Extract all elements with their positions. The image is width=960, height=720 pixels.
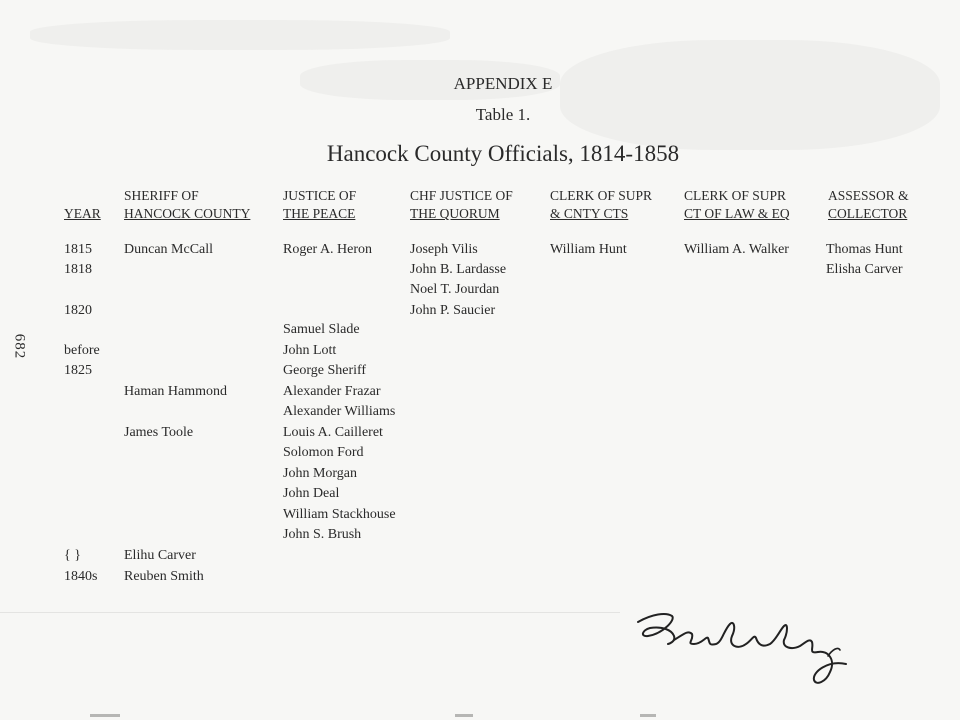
- year-cell: 1815: [64, 242, 92, 257]
- header-clerk-cnty-line2: & CNTY CTS: [550, 206, 629, 221]
- year-cell: before: [64, 343, 100, 358]
- table-number: Table 1.: [475, 105, 531, 124]
- justice-name: Louis A. Cailleret: [283, 425, 383, 440]
- justice-name: William Stackhouse: [283, 507, 396, 522]
- chief-justice-name: Joseph Vilis: [410, 242, 478, 257]
- header-year: YEAR: [64, 206, 101, 221]
- sheriff-name: Reuben Smith: [124, 569, 204, 584]
- justice-name: Alexander Frazar: [283, 384, 381, 399]
- scan-mark: [90, 714, 120, 717]
- header-assessor-line2: COLLECTOR: [828, 206, 908, 221]
- year-cell: 1818: [64, 262, 92, 277]
- clerk-law-name: William A. Walker: [684, 242, 789, 257]
- header-clerk-cnty: [550, 187, 652, 223]
- header-sheriff-line2: HANCOCK COUNTY: [124, 206, 251, 221]
- clerk-cnty-name: William Hunt: [550, 242, 627, 257]
- scan-smudge: [560, 40, 940, 150]
- scan-smudge: [30, 20, 450, 50]
- header-sheriff: [124, 187, 250, 223]
- header-clerk-law-line1: CLERK OF SUPR: [684, 188, 787, 203]
- year-cell: 1840s: [64, 569, 98, 584]
- header-assessor: [828, 187, 909, 223]
- sheriff-name: Elihu Carver: [124, 548, 196, 563]
- chief-justice-name: John B. Lardasse: [410, 262, 507, 277]
- justice-name: John Lott: [283, 343, 337, 358]
- chief-justice-name: John P. Saucier: [410, 303, 496, 318]
- appendix-heading: APPENDIX E: [453, 74, 553, 93]
- sheriff-name: James Toole: [124, 425, 194, 440]
- justice-name: John Morgan: [283, 466, 358, 481]
- sheriff-name: Haman Hammond: [124, 384, 228, 399]
- chief-justice-name: Noel T. Jourdan: [410, 282, 500, 297]
- page-number: 682: [11, 333, 28, 360]
- header-clerk-law: [684, 187, 790, 223]
- header-clerk-law-line2: CT OF LAW & EQ: [684, 206, 790, 221]
- scan-mark: [455, 714, 473, 717]
- justice-name: John Deal: [283, 486, 340, 501]
- sheriff-name: Duncan McCall: [124, 242, 214, 257]
- header-chief-justice: [410, 187, 513, 223]
- year-cell: 1825: [64, 363, 92, 378]
- header-justice-line2: THE PEACE: [283, 206, 356, 221]
- header-clerk-cnty-line1: CLERK OF SUPR: [550, 188, 653, 203]
- table-title: Hancock County Officials, 1814-1858: [326, 141, 680, 166]
- justice-name: George Sheriff: [283, 363, 367, 378]
- header-assessor-line1: ASSESSOR &: [828, 188, 909, 203]
- justice-name: Alexander Williams: [283, 404, 396, 419]
- justice-name: Solomon Ford: [283, 445, 364, 460]
- handwritten-signature: [632, 600, 862, 696]
- justice-name: John S. Brush: [283, 527, 362, 542]
- header-chief-line2: THE QUORUM: [410, 206, 500, 221]
- header-chief-line1: CHF JUSTICE OF: [410, 188, 513, 203]
- header-justice: [283, 187, 356, 223]
- year-cell: 1820: [64, 303, 92, 318]
- year-brace: { }: [64, 548, 81, 563]
- justice-name: Samuel Slade: [283, 322, 360, 337]
- assessor-name: Elisha Carver: [826, 262, 903, 277]
- assessor-name: Thomas Hunt: [826, 242, 903, 257]
- scan-streak: [0, 612, 620, 613]
- scan-mark: [640, 714, 656, 717]
- header-sheriff-line1: SHERIFF OF: [124, 188, 199, 203]
- justice-name: Roger A. Heron: [283, 242, 373, 257]
- header-justice-line1: JUSTICE OF: [283, 188, 357, 203]
